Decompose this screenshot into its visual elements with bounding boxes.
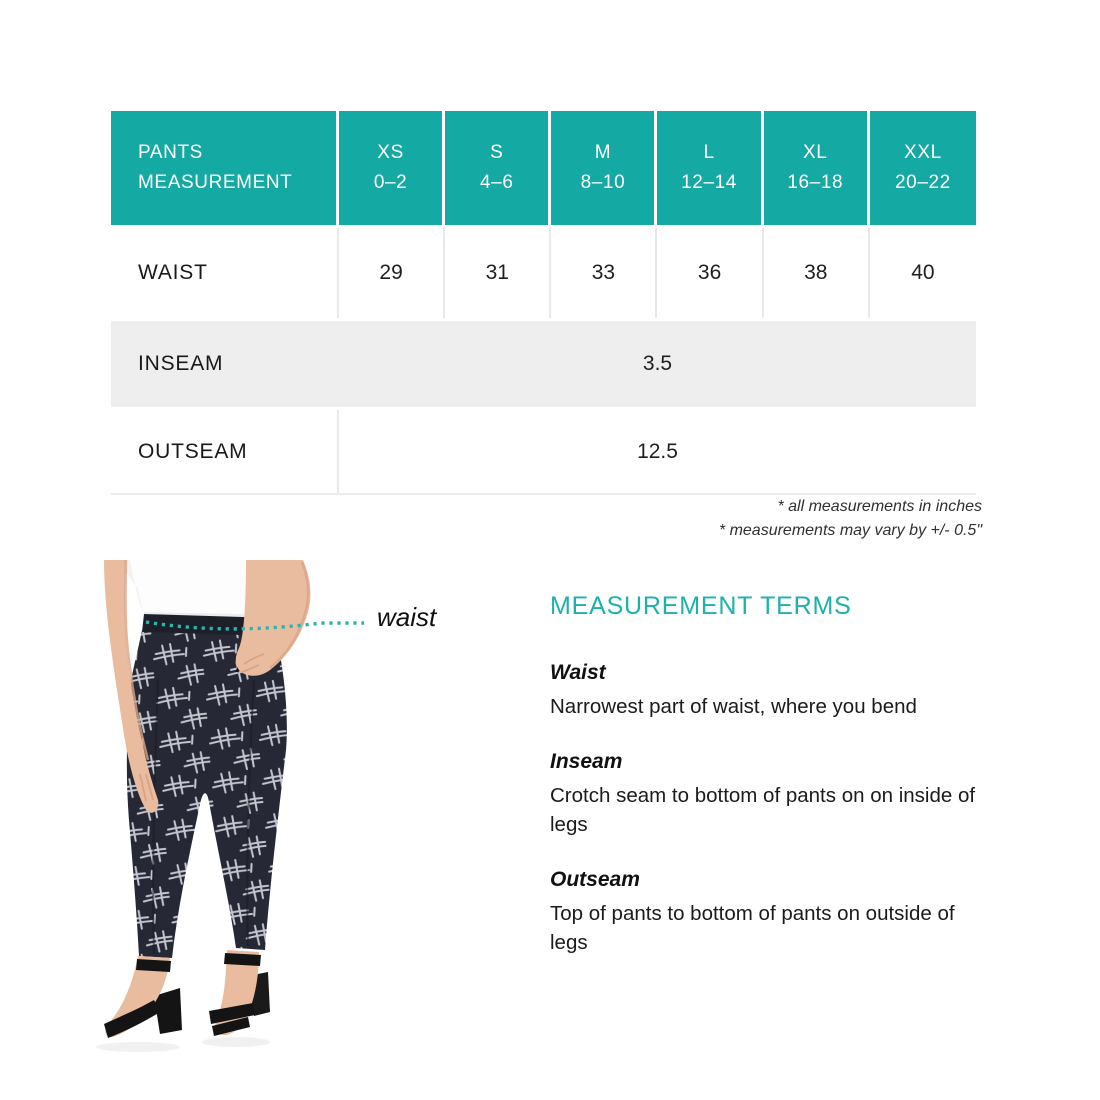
row-label-waist: WAIST (111, 228, 339, 318)
term-inseam-definition: Crotch seam to bottom of pants on on inside of legs (550, 784, 976, 836)
footnote-units: * all measurements in inches (777, 498, 982, 515)
size-name: L (703, 142, 715, 163)
term-waist-definition: Narrowest part of waist, where you bend (550, 695, 917, 718)
row-label-inseam: INSEAM (138, 352, 224, 375)
right-arm (236, 560, 311, 676)
footnote-tolerance: * measurements may vary by +/- 0.5" (718, 522, 982, 539)
header-cell-size-xxl (870, 111, 976, 225)
waist-value-s: 31 (445, 228, 551, 318)
size-range: 12–14 (681, 172, 737, 193)
measurement-terms-title: MEASUREMENT TERMS (550, 592, 852, 620)
outseam-value: 12.5 (637, 439, 678, 463)
table-header-row (111, 111, 976, 225)
measurement-terms-section (550, 592, 995, 986)
waist-value-xxl: 40 (870, 228, 976, 318)
table-row-outseam (111, 410, 976, 495)
term-inseam-name: Inseam (550, 750, 623, 773)
size-name: S (490, 142, 504, 163)
size-name: XS (377, 142, 404, 163)
header-cell-size-s (445, 111, 551, 225)
term-inseam (550, 750, 995, 839)
header-cell-size-l (657, 111, 763, 225)
waist-value-m: 33 (551, 228, 657, 318)
header-cell-size-xl (764, 111, 870, 225)
ground-shadow (96, 1042, 180, 1052)
term-outseam-definition: Top of pants to bottom of pants on outside of legs (550, 902, 955, 954)
header-cell-pants-measurement (111, 111, 339, 225)
left-sandal (104, 956, 182, 1038)
size-range: 16–18 (787, 172, 844, 193)
table-footnotes (111, 495, 982, 543)
waist-value-l: 36 (657, 228, 763, 318)
header-label-line2: MEASUREMENT (138, 172, 293, 193)
size-range: 8–10 (580, 172, 626, 193)
table-row-waist (111, 228, 976, 318)
inseam-value: 3.5 (642, 352, 673, 375)
size-range: 4–6 (479, 172, 514, 193)
right-sandal (209, 950, 270, 1036)
size-name: XXL (904, 142, 942, 163)
ground-shadow (202, 1037, 270, 1047)
size-range: 0–2 (373, 172, 408, 193)
header-cell-size-xs (339, 111, 445, 225)
header-cell-size-m (551, 111, 657, 225)
waist-value-xl: 38 (764, 228, 870, 318)
size-range: 20–22 (894, 172, 951, 193)
header-label-line1: PANTS (138, 142, 203, 163)
waist-annotation-label: waist (377, 602, 437, 632)
size-table (111, 111, 976, 495)
waist-value-xs: 29 (339, 228, 445, 318)
table-row-inseam (111, 321, 976, 407)
size-name: M (594, 142, 612, 163)
model-photo-illustration (96, 560, 386, 1100)
size-name: XL (803, 142, 828, 163)
model-photo (96, 560, 386, 1100)
term-outseam (550, 868, 995, 957)
term-waist-name: Waist (550, 661, 606, 684)
term-waist (550, 661, 995, 721)
row-label-outseam: OUTSEAM (111, 410, 339, 493)
shirt (118, 560, 248, 618)
term-outseam-name: Outseam (550, 868, 640, 891)
